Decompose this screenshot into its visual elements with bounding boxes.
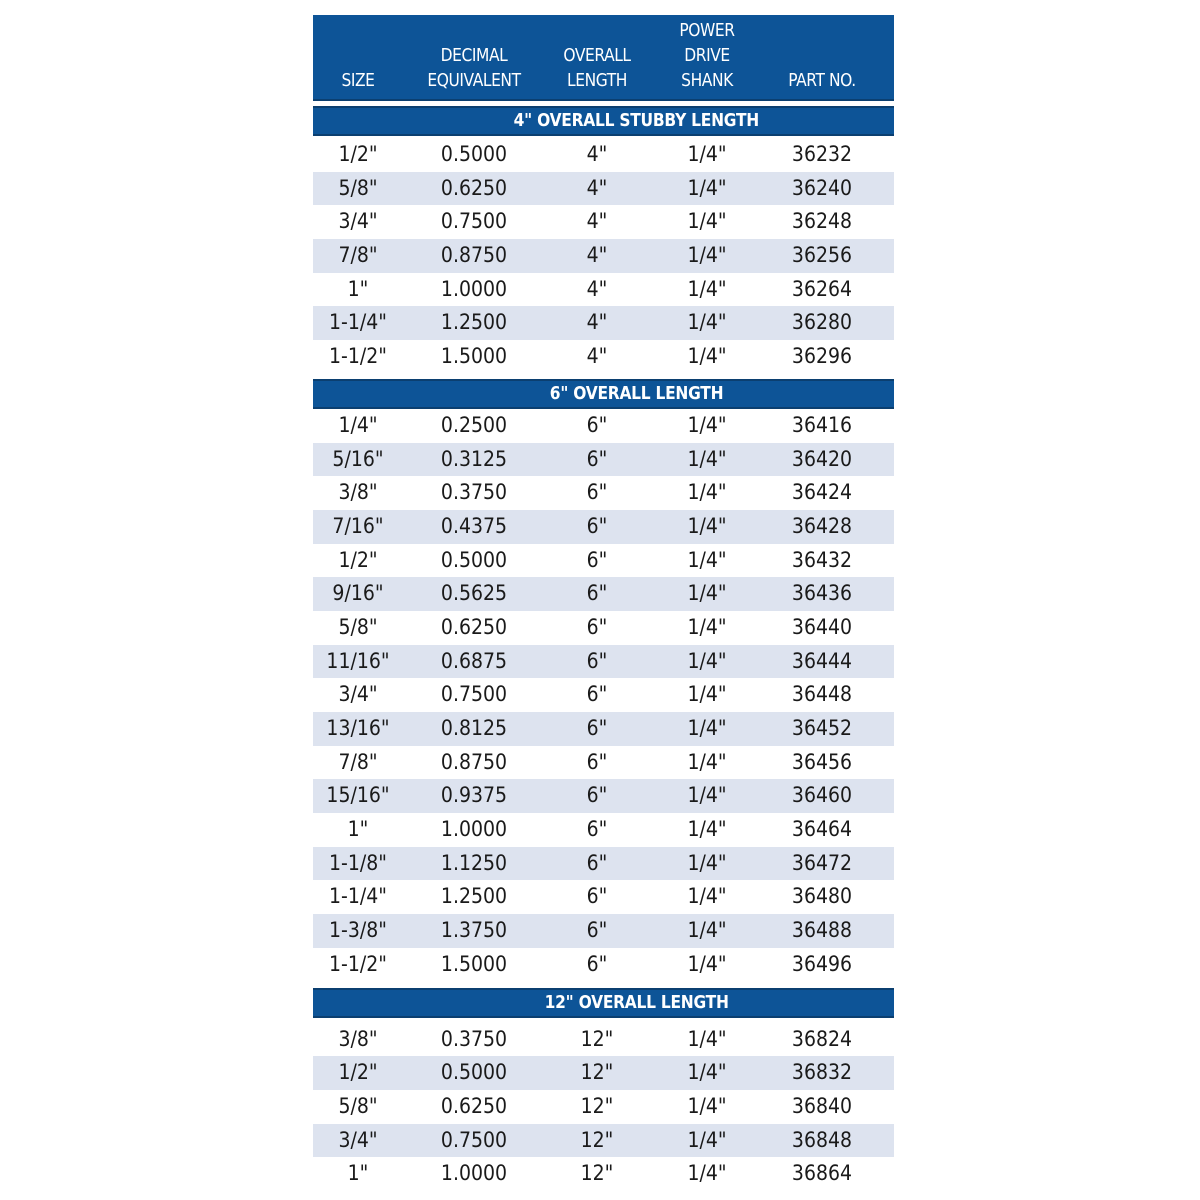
table-row (313, 712, 894, 746)
cell-overall-length: 12" (580, 1026, 614, 1051)
header-shank-line1: POWER (679, 20, 735, 41)
cell-power-drive-shank: 1/4" (687, 276, 727, 301)
table-row (313, 847, 894, 881)
table-row (313, 172, 894, 206)
cell-size: 5/8" (338, 1093, 378, 1118)
cell-decimal-equivalent: 1.2500 (440, 884, 508, 909)
table-row (313, 239, 894, 273)
cell-decimal-equivalent: 1.0000 (440, 276, 508, 301)
cell-power-drive-shank: 1/4" (687, 480, 727, 505)
cell-size: 1-3/8" (329, 918, 387, 943)
header-part-no (762, 68, 882, 93)
cell-decimal-equivalent: 0.6250 (440, 614, 508, 639)
cell-power-drive-shank: 1/4" (687, 547, 727, 572)
header-part-no-label: PART NO. (788, 70, 856, 91)
cell-size: 1" (347, 1161, 369, 1186)
cell-decimal-equivalent: 1.0000 (440, 817, 508, 842)
header-overall-length (537, 43, 657, 93)
cell-decimal-equivalent: 0.5000 (440, 1060, 508, 1085)
cell-power-drive-shank: 1/4" (687, 749, 727, 774)
cell-size: 5/16" (332, 446, 384, 471)
header-decimal-line2: EQUIVALENT (427, 70, 521, 91)
cell-size: 3/8" (338, 480, 378, 505)
cell-decimal-equivalent: 0.5000 (440, 547, 508, 572)
table-header (313, 15, 894, 101)
cell-size: 1/4" (338, 412, 378, 437)
cell-size: 5/8" (338, 614, 378, 639)
cell-part-no: 36460 (791, 783, 853, 808)
cell-power-drive-shank: 1/4" (687, 1026, 727, 1051)
cell-part-no: 36464 (791, 817, 853, 842)
cell-overall-length: 6" (586, 850, 608, 875)
cell-part-no: 36420 (791, 446, 853, 471)
cell-decimal-equivalent: 0.8125 (440, 716, 508, 740)
table-row (313, 746, 894, 780)
cell-overall-length: 12" (580, 1161, 614, 1186)
cell-decimal-equivalent: 0.5625 (440, 581, 508, 606)
table-row (313, 205, 894, 239)
cell-size: 1/2" (338, 547, 378, 572)
cell-size: 1-1/4" (329, 310, 387, 335)
cell-part-no: 36428 (791, 513, 853, 538)
cell-part-no: 36452 (791, 716, 853, 740)
cell-overall-length: 4" (586, 243, 608, 268)
header-size (298, 68, 418, 93)
cell-overall-length: 12" (580, 1093, 614, 1118)
cell-overall-length: 6" (586, 547, 608, 572)
cell-overall-length: 4" (586, 310, 608, 335)
cell-power-drive-shank: 1/4" (687, 884, 727, 909)
cell-size: 15/16" (326, 783, 390, 808)
cell-power-drive-shank: 1/4" (687, 344, 727, 369)
cell-part-no: 36444 (791, 648, 853, 673)
cell-part-no: 36440 (791, 614, 853, 639)
table-row (313, 1023, 894, 1057)
cell-power-drive-shank: 1/4" (687, 513, 727, 538)
cell-overall-length: 6" (586, 648, 608, 673)
cell-part-no: 36296 (791, 344, 853, 369)
cell-part-no: 36488 (791, 918, 853, 943)
cell-part-no: 36864 (791, 1161, 853, 1186)
cell-power-drive-shank: 1/4" (687, 614, 727, 639)
cell-decimal-equivalent: 1.3750 (440, 918, 508, 943)
cell-overall-length: 6" (586, 749, 608, 774)
table-row (313, 544, 894, 578)
cell-decimal-equivalent: 1.0000 (440, 1161, 508, 1186)
cell-power-drive-shank: 1/4" (687, 209, 727, 234)
cell-size: 9/16" (332, 581, 384, 606)
cell-overall-length: 6" (586, 951, 608, 976)
cell-power-drive-shank: 1/4" (687, 817, 727, 842)
section-rows-4in (313, 136, 894, 374)
section-rows-6in (313, 409, 894, 982)
section-title-12in (313, 988, 894, 1018)
cell-overall-length: 6" (586, 817, 608, 842)
cell-decimal-equivalent: 0.8750 (440, 749, 508, 774)
cell-overall-length: 4" (586, 276, 608, 301)
cell-part-no: 36436 (791, 581, 853, 606)
table-row (313, 611, 894, 645)
table-row (313, 409, 894, 443)
cell-overall-length: 6" (586, 884, 608, 909)
cell-size: 13/16" (326, 716, 390, 740)
cell-power-drive-shank: 1/4" (687, 243, 727, 268)
table-row (313, 306, 894, 340)
cell-power-drive-shank: 1/4" (687, 648, 727, 673)
cell-size: 7/8" (338, 749, 378, 774)
cell-size: 1-1/2" (329, 951, 387, 976)
table-row (313, 510, 894, 544)
header-overall-line1: OVERALL (563, 45, 631, 66)
cell-part-no: 36256 (791, 243, 853, 268)
section-title-6in (313, 379, 894, 409)
cell-overall-length: 6" (586, 682, 608, 707)
table-row (313, 273, 894, 307)
table-row (313, 645, 894, 679)
cell-overall-length: 4" (586, 209, 608, 234)
cell-power-drive-shank: 1/4" (687, 142, 727, 166)
cell-decimal-equivalent: 0.5000 (440, 142, 508, 166)
cell-decimal-equivalent: 0.6250 (440, 1093, 508, 1118)
cell-power-drive-shank: 1/4" (687, 716, 727, 740)
cell-part-no: 36448 (791, 682, 853, 707)
section-title-text: 6" OVERALL LENGTH (549, 382, 723, 404)
table-row (313, 880, 894, 914)
cell-part-no: 36824 (791, 1026, 853, 1051)
cell-size: 7/8" (338, 243, 378, 268)
cell-decimal-equivalent: 1.5000 (440, 344, 508, 369)
cell-power-drive-shank: 1/4" (687, 1060, 727, 1085)
cell-size: 7/16" (332, 513, 384, 538)
cell-decimal-equivalent: 0.3125 (440, 446, 508, 471)
table-row (313, 1090, 894, 1124)
cell-part-no: 36848 (791, 1127, 853, 1152)
cell-size: 5/8" (338, 175, 378, 200)
header-decimal-line1: DECIMAL (440, 45, 508, 66)
cell-power-drive-shank: 1/4" (687, 1127, 727, 1152)
cell-part-no: 36264 (791, 276, 853, 301)
table-row (313, 476, 894, 510)
cell-overall-length: 6" (586, 581, 608, 606)
cell-part-no: 36416 (791, 412, 853, 437)
table-row (313, 1124, 894, 1158)
table-row (313, 340, 894, 374)
table-row (313, 1056, 894, 1090)
cell-power-drive-shank: 1/4" (687, 175, 727, 200)
cell-power-drive-shank: 1/4" (687, 783, 727, 808)
cell-overall-length: 12" (580, 1060, 614, 1085)
header-size-label: SIZE (341, 70, 375, 91)
cell-overall-length: 6" (586, 446, 608, 471)
table-row (313, 948, 894, 982)
header-shank-line3: SHANK (681, 70, 733, 91)
cell-size: 3/4" (338, 682, 378, 707)
section-title-text: 12" OVERALL LENGTH (544, 991, 729, 1013)
section-title-4in-stubby (313, 106, 894, 136)
header-shank-line2: DRIVE (684, 45, 730, 66)
cell-part-no: 36232 (791, 142, 853, 166)
cell-part-no: 36840 (791, 1093, 853, 1118)
cell-size: 1-1/4" (329, 884, 387, 909)
cell-power-drive-shank: 1/4" (687, 1093, 727, 1118)
cell-decimal-equivalent: 1.1250 (440, 850, 508, 875)
cell-overall-length: 12" (580, 1127, 614, 1152)
cell-overall-length: 4" (586, 142, 608, 166)
cell-size: 11/16" (326, 648, 390, 673)
cell-overall-length: 6" (586, 513, 608, 538)
header-overall-line2: LENGTH (567, 70, 627, 91)
cell-size: 3/8" (338, 1026, 378, 1051)
cell-power-drive-shank: 1/4" (687, 412, 727, 437)
section-title-text: 4" OVERALL STUBBY LENGTH (513, 110, 759, 131)
cell-size: 1/2" (338, 1060, 378, 1085)
cell-overall-length: 4" (586, 344, 608, 369)
cell-power-drive-shank: 1/4" (687, 951, 727, 976)
table-row (313, 443, 894, 477)
table-row (313, 779, 894, 813)
cell-decimal-equivalent: 0.2500 (440, 412, 508, 437)
cell-power-drive-shank: 1/4" (687, 682, 727, 707)
table-row (313, 813, 894, 847)
cell-part-no: 36240 (791, 175, 853, 200)
table-row (313, 1157, 894, 1191)
cell-decimal-equivalent: 0.3750 (440, 1026, 508, 1051)
cell-decimal-equivalent: 0.7500 (440, 1127, 508, 1152)
cell-overall-length: 4" (586, 175, 608, 200)
cell-decimal-equivalent: 0.4375 (440, 513, 508, 538)
cell-part-no: 36496 (791, 951, 853, 976)
cell-part-no: 36832 (791, 1060, 853, 1085)
cell-overall-length: 6" (586, 716, 608, 740)
cell-part-no: 36456 (791, 749, 853, 774)
table-row (313, 914, 894, 948)
cell-power-drive-shank: 1/4" (687, 446, 727, 471)
cell-decimal-equivalent: 1.5000 (440, 951, 508, 976)
cell-decimal-equivalent: 0.3750 (440, 480, 508, 505)
cell-size: 1" (347, 276, 369, 301)
cell-power-drive-shank: 1/4" (687, 310, 727, 335)
cell-part-no: 36424 (791, 480, 853, 505)
cell-power-drive-shank: 1/4" (687, 918, 727, 943)
cell-size: 1" (347, 817, 369, 842)
table-row (313, 678, 894, 712)
cell-part-no: 36480 (791, 884, 853, 909)
table-row (313, 138, 894, 172)
cell-size: 3/4" (338, 209, 378, 234)
cell-part-no: 36432 (791, 547, 853, 572)
cell-decimal-equivalent: 0.6875 (440, 648, 508, 673)
cell-decimal-equivalent: 0.7500 (440, 209, 508, 234)
cell-overall-length: 6" (586, 918, 608, 943)
header-power-drive-shank (647, 18, 767, 93)
cell-decimal-equivalent: 0.8750 (440, 243, 508, 268)
cell-overall-length: 6" (586, 614, 608, 639)
cell-size: 3/4" (338, 1127, 378, 1152)
product-spec-table (313, 15, 894, 1191)
cell-power-drive-shank: 1/4" (687, 850, 727, 875)
cell-overall-length: 6" (586, 480, 608, 505)
cell-part-no: 36248 (791, 209, 853, 234)
cell-size: 1-1/2" (329, 344, 387, 369)
cell-power-drive-shank: 1/4" (687, 581, 727, 606)
cell-power-drive-shank: 1/4" (687, 1161, 727, 1186)
cell-decimal-equivalent: 0.9375 (440, 783, 508, 808)
cell-overall-length: 6" (586, 412, 608, 437)
cell-size: 1/2" (338, 142, 378, 166)
cell-decimal-equivalent: 0.7500 (440, 682, 508, 707)
section-rows-12in (313, 1018, 894, 1191)
header-decimal-equivalent (414, 43, 534, 93)
cell-part-no: 36472 (791, 850, 853, 875)
cell-decimal-equivalent: 1.2500 (440, 310, 508, 335)
table-row (313, 577, 894, 611)
cell-overall-length: 6" (586, 783, 608, 808)
cell-size: 1-1/8" (329, 850, 387, 875)
cell-part-no: 36280 (791, 310, 853, 335)
cell-decimal-equivalent: 0.6250 (440, 175, 508, 200)
